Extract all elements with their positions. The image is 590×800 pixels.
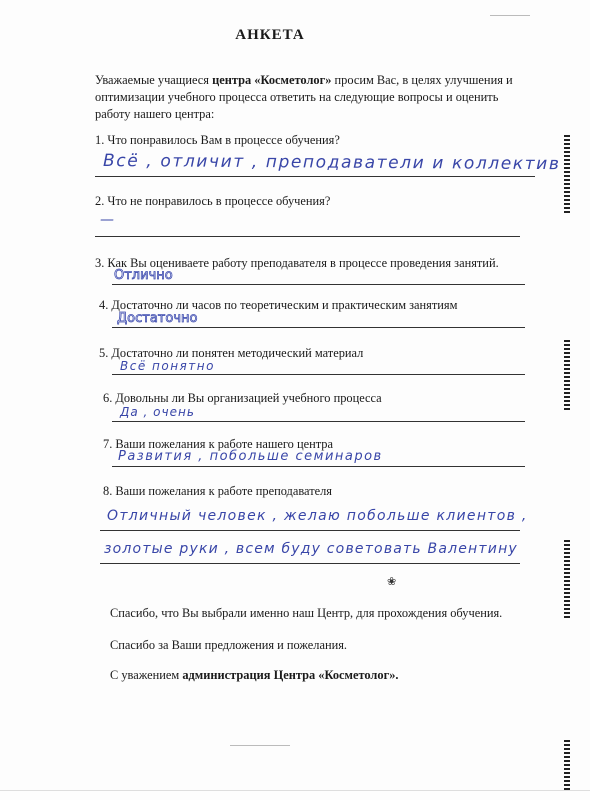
page-title: АНКЕТА bbox=[235, 27, 305, 43]
intro-paragraph bbox=[95, 72, 535, 123]
closing-thanks-2: Спасибо за Ваши предложения и пожелания. bbox=[110, 638, 348, 652]
answer-7: Развития , побольше семинаров bbox=[118, 449, 383, 464]
answer-1: Всё , отличит , преподаватели и коллектив bbox=[103, 151, 561, 175]
binding-strip-bottom bbox=[564, 740, 570, 790]
answer-6: Да , очень bbox=[120, 405, 195, 419]
regards-organization: администрация Центра «Косметолог». bbox=[182, 668, 399, 682]
answer-line-5 bbox=[112, 374, 525, 375]
answer-line-1 bbox=[95, 176, 535, 177]
answer-8-line-2: золотые руки , всем буду советовать Валентину bbox=[104, 541, 518, 557]
answer-line-6 bbox=[112, 421, 525, 422]
answer-line-8a bbox=[100, 530, 520, 531]
answer-8-line-1: Отличный человек , желаю побольше клиентов , bbox=[107, 508, 528, 524]
question-7: 7. Ваши пожелания к работе нашего центра bbox=[103, 437, 334, 451]
answer-line-4 bbox=[112, 327, 525, 328]
answer-4: Достаточно bbox=[117, 311, 198, 326]
question-2: 2. Что не понравилось в процессе обучения? bbox=[95, 194, 331, 208]
question-8: 8. Ваши пожелания к работе преподавателя bbox=[103, 484, 333, 498]
question-4: 4. Достаточно ли часов по теоретическим и практическим занятиям bbox=[99, 298, 458, 312]
intro-center-name: центра «Косметолог» bbox=[212, 73, 332, 87]
binding-strip-lower bbox=[564, 540, 570, 620]
question-5: 5. Достаточно ли понятен методический материал bbox=[99, 346, 364, 360]
answer-line-3 bbox=[112, 284, 525, 285]
scan-edge bbox=[0, 790, 590, 791]
question-6: 6. Довольны ли Вы организацией учебного процесса bbox=[103, 391, 382, 405]
answer-3: Отлично bbox=[114, 268, 173, 283]
scan-speck bbox=[230, 745, 290, 746]
scan-speck bbox=[490, 15, 530, 16]
binding-strip-top bbox=[564, 135, 570, 213]
intro-part1: Уважаемые учащиеся bbox=[95, 73, 213, 87]
question-3: 3. Как Вы оцениваете работу преподавателя в процессе проведения занятий. bbox=[95, 256, 499, 270]
question-1: 1. Что понравилось Вам в процессе обучения? bbox=[95, 133, 340, 147]
answer-line-8b bbox=[100, 563, 520, 564]
answer-2: — bbox=[100, 212, 114, 228]
answer-5: Всё понятно bbox=[120, 359, 215, 373]
ink-blot-icon: ❀ bbox=[387, 576, 397, 588]
closing-regards bbox=[110, 668, 398, 683]
answer-line-2 bbox=[95, 236, 520, 237]
intro-part2: просим Вас, в целях улучшения и оптимизации учебного процесса ответить на следующие вопросы и оценить работу нашего центра: bbox=[95, 73, 513, 121]
binding-strip-middle bbox=[564, 340, 570, 410]
closing-thanks-1: Спасибо, что Вы выбрали именно наш Центр, для прохождения обучения. bbox=[110, 606, 503, 620]
regards-prefix: С уважением bbox=[110, 668, 183, 682]
answer-line-7 bbox=[112, 466, 525, 467]
